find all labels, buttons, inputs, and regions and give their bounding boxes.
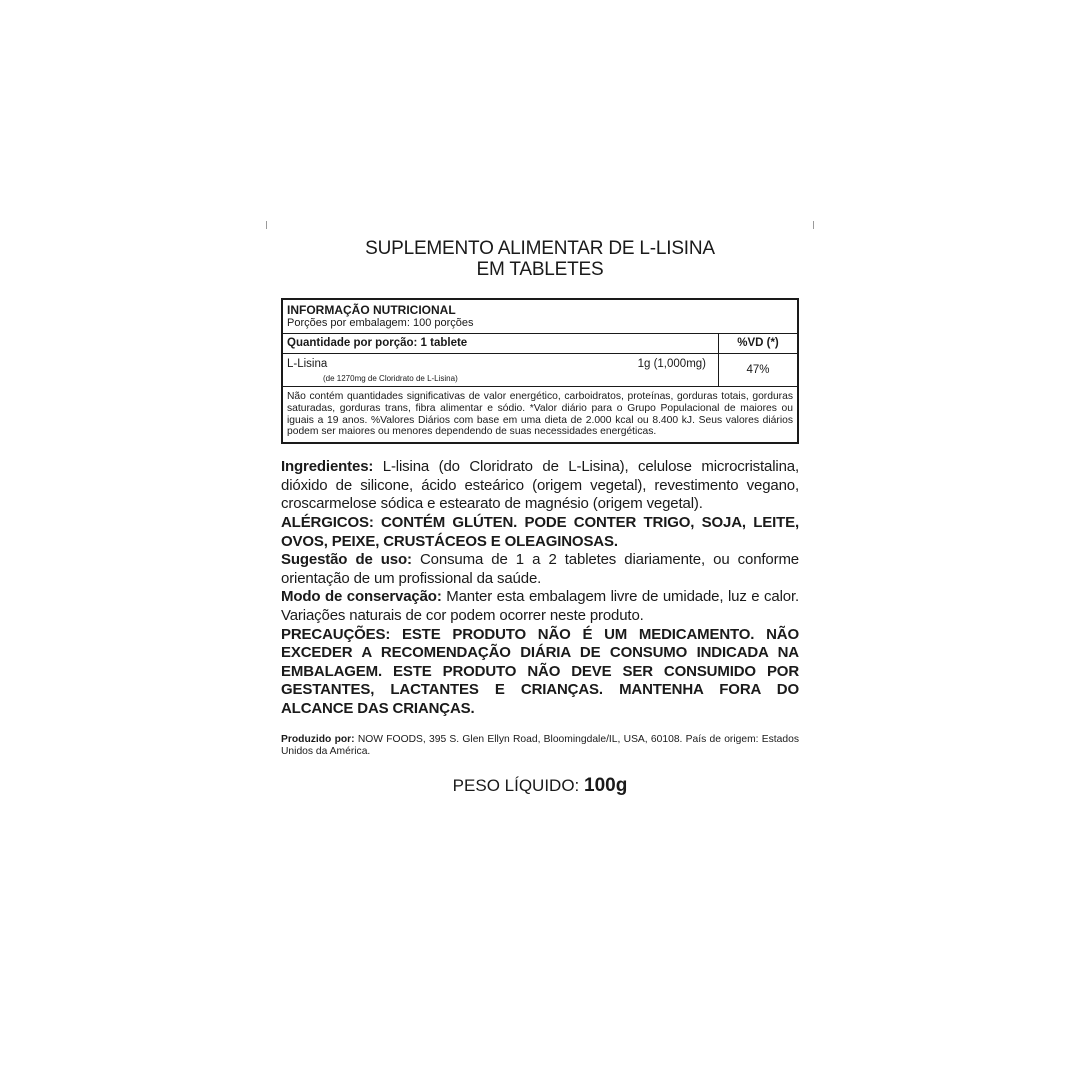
allergens-text: ALÉRGICOS: CONTÉM GLÚTEN. PODE CONTER TRIGO, SOJA, LEITE, OVOS, PEIXE, CRUSTÁCEOS E OLEAGINOSAS. (281, 513, 799, 550)
net-weight-value: 100g (584, 774, 628, 796)
nutrition-footnote: Não contém quantidades significativas de valor energético, carboidratos, proteínas, gorduras totais, gorduras saturadas, gorduras trans, fibra alimentar e sódio. *Valor diário para o Grupo Populacional de maiores ou iguais a 19 anos. %Valores Diários com base em uma dieta de 2.000 kcal ou 8.400 kJ. Seus valores diários podem ser maiores ou menores dependendo de suas necessidades energéticas. (287, 391, 793, 438)
serving-size-row (283, 334, 797, 354)
producer-label: Produzido por: (281, 733, 355, 745)
nutrition-table (281, 298, 799, 444)
title-line-1: SUPLEMENTO ALIMENTAR DE L-LISINA (365, 238, 715, 259)
producer-info (281, 734, 799, 759)
net-weight-label: PESO LÍQUIDO: (452, 775, 580, 795)
storage-label: Modo de conservação: (281, 588, 442, 606)
crop-mark-right (813, 221, 814, 229)
usage-label: Sugestão de uso: (281, 551, 412, 569)
usage-paragraph (281, 551, 799, 588)
product-title (281, 238, 799, 280)
serving-size: Quantidade por porção: 1 tablete (283, 334, 719, 353)
nutrient-name: L-Lisina (287, 358, 328, 370)
nutrient-source: (de 1270mg de Cloridrato de L-Lisina) (323, 374, 458, 383)
servings-per-package: Porções por embalagem: 100 porções (287, 317, 474, 329)
product-label (281, 238, 799, 797)
ingredients-label: Ingredientes: (281, 458, 374, 476)
nutrition-header (283, 300, 797, 334)
dv-header: %VD (*) (737, 337, 779, 349)
producer-text: NOW FOODS, 395 S. Glen Ellyn Road, Bloomingdale/IL, USA, 60108. País de origem: Estados Unidos da América. (281, 733, 799, 757)
ingredients-paragraph (281, 458, 799, 514)
net-weight (281, 775, 799, 797)
title-line-2: EM TABLETES (476, 259, 604, 280)
nutrient-amount: 1g (1,000mg) (637, 358, 706, 370)
nutrition-heading: INFORMAÇÃO NUTRICIONAL (287, 303, 456, 317)
usage-text: Consuma de 1 a 2 tabletes diariamente, ou conforme orientação de um profissional da saúde. (281, 551, 799, 587)
storage-paragraph (281, 588, 799, 625)
crop-mark-left (266, 221, 267, 229)
nutrient-dv: 47% (746, 363, 770, 376)
nutrient-row (283, 354, 797, 387)
nutrient-cell (283, 354, 719, 386)
ingredients-text: L-lisina (do Cloridrato de L-Lisina), celulose microcristalina, dióxido de silicone, ácido esteárico (origem vegetal), revestimento vegano, croscarmelose sódica e estearato de magnésio (origem vegetal). (281, 458, 799, 513)
storage-text: Manter esta embalagem livre de umidade, luz e calor. Variações naturais de cor podem ocorrer neste produto. (281, 588, 799, 624)
precautions-text: PRECAUÇÕES: ESTE PRODUTO NÃO É UM MEDICAMENTO. NÃO EXCEDER A RECOMENDAÇÃO DIÁRIA DE CONSUMO INDICADA NA EMBALAGEM. ESTE PRODUTO NÃO DEVE SER CONSUMIDO POR GESTANTES, LACTANTES E CRIANÇAS. MANTENHA FORA DO ALCANCE DAS CRIANÇAS. (281, 625, 799, 717)
label-body (281, 458, 799, 718)
